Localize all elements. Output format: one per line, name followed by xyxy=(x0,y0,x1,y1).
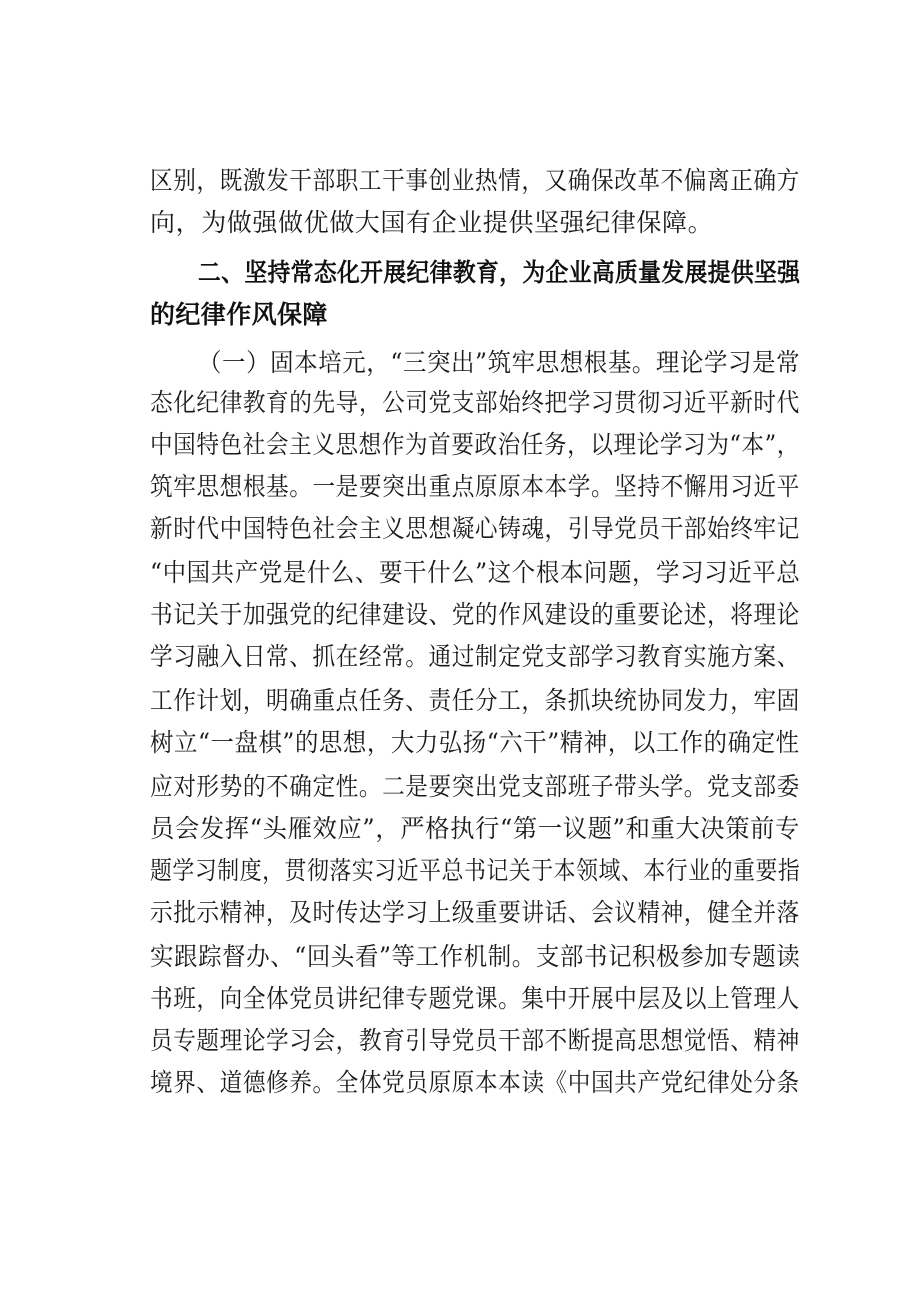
body-line: 书记关于加强党的纪律建设、党的作风建设的重要论述，将理论 xyxy=(150,600,800,629)
body-line: 向，为做强做优做大国有企业提供坚强纪律保障。 xyxy=(150,208,714,237)
body-line: 实跟踪督办、“回头看”等工作机制。支部书记积极参加专题读 xyxy=(150,942,801,971)
body-line: 书班，向全体党员讲纪律专题党课。集中开展中层及以上管理人 xyxy=(150,984,800,1013)
body-line: 筑牢思想根基。一是要突出重点原原本本学。坚持不懈用习近平 xyxy=(150,472,800,501)
body-line: （一）固本培元，“三突出”筑牢思想根基。理论学习是常 xyxy=(198,348,801,377)
body-line: 工作计划，明确重点任务、责任分工，条抓块统协同发力，牢固 xyxy=(150,686,800,715)
body-line: 员会发挥“头雁效应”，严格执行“第一议题”和重大决策前专 xyxy=(150,814,800,843)
body-line: 境界、道德修养。全体党员原原本本读《中国共产党纪律处分条 xyxy=(150,1068,800,1097)
section-heading: 的纪律作风保障 xyxy=(150,300,328,329)
body-line: 态化纪律教育的先导，公司党支部始终把学习贯彻习近平新时代 xyxy=(150,388,800,417)
body-line: 区别，既激发干部职工干事创业热情，又确保改革不偏离正确方 xyxy=(150,166,800,195)
body-line: 学习融入日常、抓在经常。通过制定党支部学习教育实施方案、 xyxy=(150,642,800,671)
body-line: 中国特色社会主义思想作为首要政治任务，以理论学习为“本”， xyxy=(150,430,800,459)
body-line: “中国共产党是什么、要干什么”这个根本问题，学习习近平总 xyxy=(150,558,801,587)
body-line: 应对形势的不确定性。二是要突出党支部班子带头学。党支部委 xyxy=(150,772,800,801)
body-line: 员专题理论学习会，教育引导党员干部不断提高思想觉悟、精神 xyxy=(150,1026,800,1055)
body-line: 示批示精神，及时传达学习上级重要讲话、会议精神，健全并落 xyxy=(150,898,800,927)
section-heading: 二、坚持常态化开展纪律教育，为企业高质量发展提供坚强 xyxy=(198,258,801,287)
body-line: 题学习制度，贯彻落实习近平总书记关于本领域、本行业的重要指 xyxy=(150,856,801,885)
body-line: 新时代中国特色社会主义思想凝心铸魂，引导党员干部始终牢记 xyxy=(150,514,800,543)
body-line: 树立“一盘棋”的思想，大力弘扬“六干”精神，以工作的确定性 xyxy=(150,728,800,757)
